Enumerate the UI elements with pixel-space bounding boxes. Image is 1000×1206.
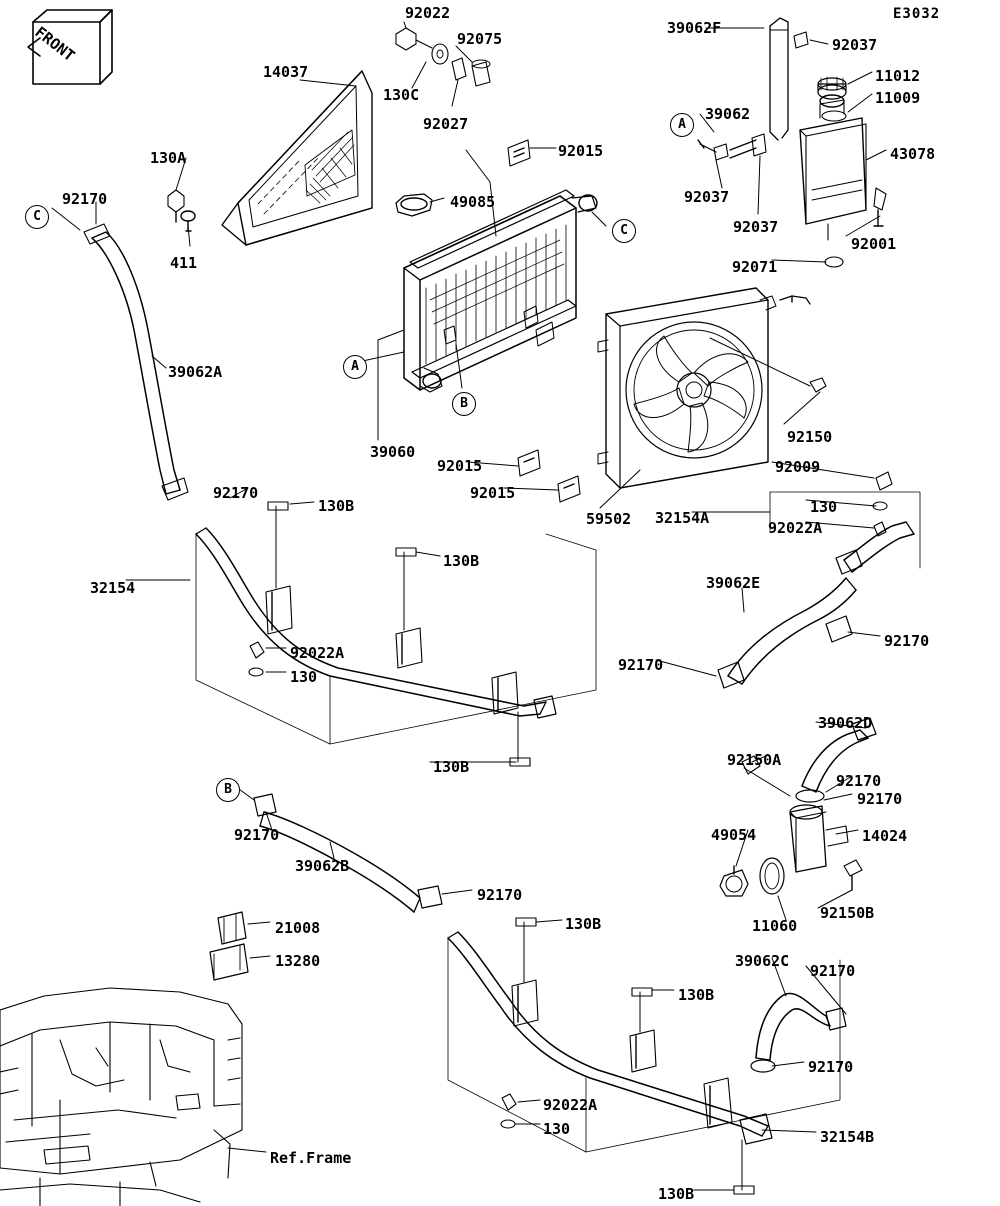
part-39062B-hose (254, 794, 442, 912)
callout-92071: 92071 (732, 258, 778, 276)
part-92037-pin (698, 140, 716, 152)
callout-92170-14024: 92170 (857, 790, 903, 808)
callout-92037-mid: 92037 (733, 218, 779, 236)
callout-92015-mid: 92015 (437, 457, 483, 475)
callout-39062B: 39062B (295, 857, 350, 875)
part-39062E-hose (718, 578, 856, 688)
callout-411: 411 (170, 254, 198, 272)
part-49054-thermostat (720, 866, 748, 896)
callout-92009: 92009 (775, 458, 821, 476)
callout-39062F: 39062F (667, 19, 722, 37)
callout-32154A: 32154A (655, 509, 710, 527)
ref-circle-b-mid: B (452, 392, 476, 416)
callout-21008: 21008 (275, 919, 321, 937)
part-13280-bracket (210, 944, 248, 980)
ref-frame-drawing (0, 988, 242, 1206)
callout-130-bottom: 130 (543, 1120, 571, 1138)
part-39060-radiator (396, 190, 597, 392)
callout-49054: 49054 (711, 826, 757, 844)
part-14024-housing (790, 805, 848, 872)
callout-92075: 92075 (457, 30, 503, 48)
callout-11012: 11012 (875, 67, 921, 85)
callout-92170-39062E: 92170 (618, 656, 664, 674)
callout-43078: 43078 (890, 145, 936, 163)
svg-text:FRONT: FRONT (31, 22, 79, 65)
ref-circle-b-low: B (216, 778, 240, 802)
part-92037-clamps (714, 32, 808, 160)
callout-92170-c: 92170 (62, 190, 108, 208)
callout-92022A-right: 92022A (768, 519, 823, 537)
front-badge-text (26, 8, 108, 86)
callout-32154: 32154 (90, 579, 136, 597)
callout-130C: 130C (383, 86, 420, 104)
ref-circle-a-mid: A (343, 355, 367, 379)
callout-130B-1: 130B (318, 497, 355, 515)
part-130A-411-grommets (168, 190, 195, 231)
callout-92170-39062B-end: 92170 (477, 886, 523, 904)
callout-92022: 92022 (405, 4, 451, 22)
part-14037-screen (222, 71, 372, 245)
callout-59502: 59502 (586, 510, 632, 528)
callout-92150: 92150 (787, 428, 833, 446)
callout-11060: 11060 (752, 917, 798, 935)
callout-130-left: 130 (290, 668, 318, 686)
callout-ref-frame: Ref.Frame (270, 1149, 352, 1167)
part-21008-bracket (218, 912, 246, 944)
callout-39062C: 39062C (735, 952, 790, 970)
callout-11009: 11009 (875, 89, 921, 107)
ref-circle-c-left: C (25, 205, 49, 229)
callout-39062D: 39062D (818, 714, 873, 732)
callout-14024: 14024 (862, 827, 908, 845)
callout-92037-left: 92037 (684, 188, 730, 206)
callout-49085: 49085 (450, 193, 496, 211)
callout-92150A: 92150A (727, 751, 782, 769)
callout-92037-top: 92037 (832, 36, 878, 54)
callout-92150B: 92150B (820, 904, 875, 922)
callout-130A: 130A (150, 149, 187, 167)
callout-130B-5: 130B (678, 986, 715, 1004)
callout-39062E: 39062E (706, 574, 761, 592)
callout-92170-32154: 92170 (213, 484, 259, 502)
callout-92022A-bottom: 92022A (543, 1096, 598, 1114)
callout-92170-39062C-bot: 92170 (808, 1058, 854, 1076)
callout-13280: 13280 (275, 952, 321, 970)
callout-130-right: 130 (810, 498, 838, 516)
callout-92170-39062C-top: 92170 (810, 962, 856, 980)
part-11060-gasket (760, 858, 784, 894)
callout-92170-39062B-top: 92170 (234, 826, 280, 844)
part-92150B-bolt (844, 860, 862, 890)
callout-14037: 14037 (263, 63, 309, 81)
callout-92022A-left: 92022A (290, 644, 345, 662)
diagram-code: E3032 (893, 6, 941, 22)
ref-circle-c-right: C (612, 219, 636, 243)
callout-130B-3: 130B (433, 758, 470, 776)
callout-92015-low: 92015 (470, 484, 516, 502)
callout-130B-4: 130B (565, 915, 602, 933)
callout-39060: 39060 (370, 443, 416, 461)
callout-39062A: 39062A (168, 363, 223, 381)
callout-39062: 39062 (705, 105, 751, 123)
callout-92015-top: 92015 (558, 142, 604, 160)
callout-92170-39062D: 92170 (836, 772, 882, 790)
callout-130B-6: 130B (658, 1185, 695, 1203)
callout-32154B: 32154B (820, 1128, 875, 1146)
ref-circle-a-top: A (670, 113, 694, 137)
callout-92027: 92027 (423, 115, 469, 133)
callout-130B-2: 130B (443, 552, 480, 570)
part-39062F-hose (770, 18, 788, 140)
callout-92001: 92001 (851, 235, 897, 253)
callout-92170-32154A: 92170 (884, 632, 930, 650)
part-32154-pipe (196, 502, 596, 766)
